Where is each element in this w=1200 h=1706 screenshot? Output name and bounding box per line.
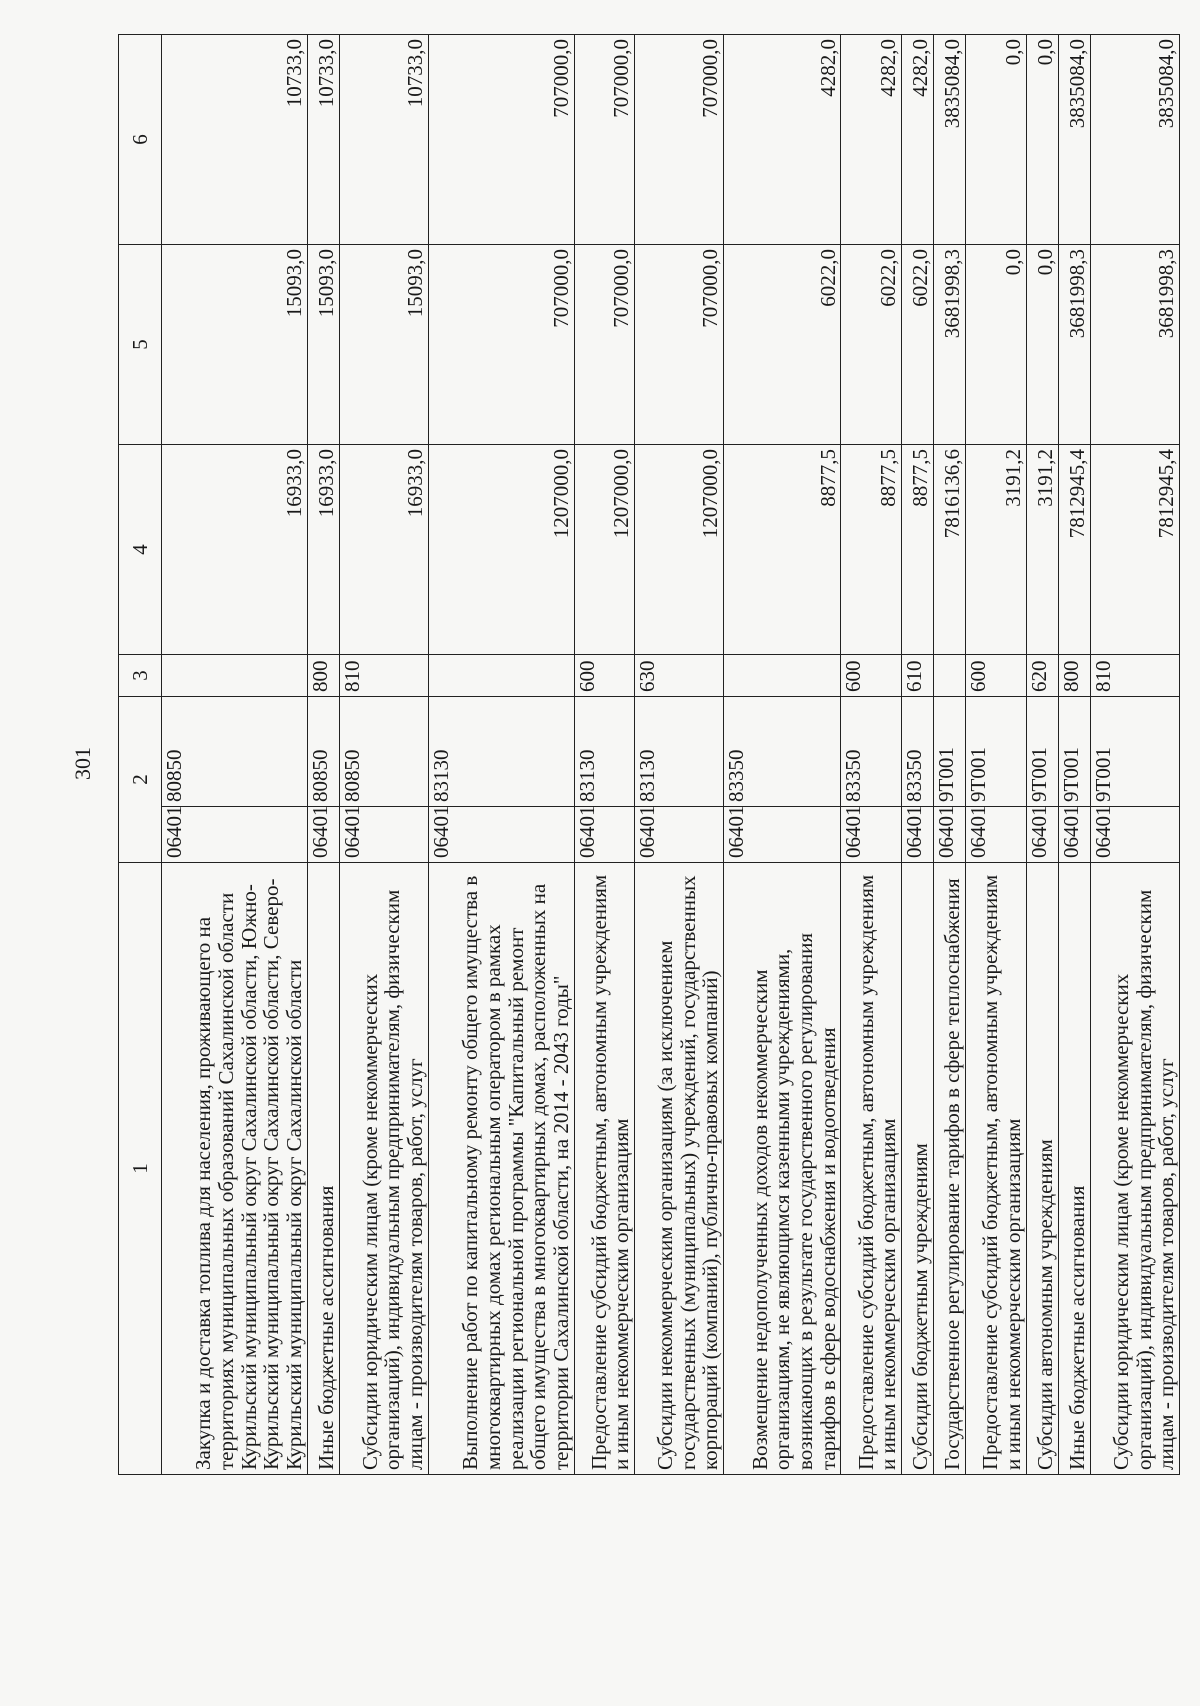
table-row bbox=[339, 35, 428, 1475]
row-name-cell: Предоставление субсидий бюджетным, автономным учреждениям и иным некоммерческим организациям bbox=[841, 863, 902, 1475]
row-value-5-cell: 15093,0 bbox=[307, 245, 339, 445]
row-name-cell: Закупка и доставка топлива для населения, проживающего на территориях муниципальных образований Сахалинской области Курильский муниципальный округ Сахалинской области, Южно-Курильский муниципальный округ Сахалинской области, Северо-Курильский муниципальный округ Сахалинской области bbox=[162, 863, 308, 1475]
row-value-4-cell: 16933,0 bbox=[339, 445, 428, 655]
row-value-5-cell: 0,0 bbox=[966, 245, 1027, 445]
row-value-6-cell: 4282,0 bbox=[841, 35, 902, 245]
row-code-b-cell: 9T001 bbox=[1026, 697, 1058, 807]
row-value-5-cell: 3681998,3 bbox=[933, 245, 965, 445]
row-value-4-cell: 7812945,4 bbox=[1090, 445, 1179, 655]
row-value-5-cell: 0,0 bbox=[1026, 245, 1058, 445]
row-kvr-cell: 620 bbox=[1026, 655, 1058, 697]
row-value-4-cell: 1207000,0 bbox=[574, 445, 635, 655]
header-row bbox=[119, 35, 162, 1475]
table-row bbox=[933, 35, 965, 1475]
row-value-4-cell: 7812945,4 bbox=[1058, 445, 1090, 655]
row-code-a-cell: 06401 bbox=[162, 807, 308, 863]
row-value-4-cell: 8877,5 bbox=[901, 445, 933, 655]
row-kvr-cell: 600 bbox=[574, 655, 635, 697]
table-row bbox=[1026, 35, 1058, 1475]
row-code-b-cell: 83350 bbox=[901, 697, 933, 807]
table-row bbox=[428, 35, 574, 1475]
row-value-4-cell: 16933,0 bbox=[307, 445, 339, 655]
row-code-a-cell: 06401 bbox=[841, 807, 902, 863]
row-code-b-cell: 83350 bbox=[841, 697, 902, 807]
table-row bbox=[574, 35, 635, 1475]
row-code-a-cell: 06401 bbox=[723, 807, 840, 863]
row-name-cell: Предоставление субсидий бюджетным, автономным учреждениям и иным некоммерческим организациям bbox=[574, 863, 635, 1475]
row-value-6-cell: 10733,0 bbox=[162, 35, 308, 245]
row-name-cell: Возмещение недополученных доходов некоммерческим организациям, не являющимся казенными учреждениями, возникающих в результате государственного регулирования тарифов в сфере водоснабжения и водоотведения bbox=[723, 863, 840, 1475]
table-row bbox=[307, 35, 339, 1475]
table-row bbox=[966, 35, 1027, 1475]
rotated-table-container bbox=[118, 35, 1180, 1475]
row-value-4-cell: 16933,0 bbox=[162, 445, 308, 655]
row-value-6-cell: 3835084,0 bbox=[1090, 35, 1179, 245]
row-code-b-cell: 80850 bbox=[307, 697, 339, 807]
row-code-a-cell: 06401 bbox=[574, 807, 635, 863]
row-name-cell: Субсидии автономным учреждениям bbox=[1026, 863, 1058, 1475]
budget-table bbox=[118, 34, 1180, 1475]
row-value-6-cell: 3835084,0 bbox=[1058, 35, 1090, 245]
row-code-a-cell: 06401 bbox=[1026, 807, 1058, 863]
row-value-5-cell: 15093,0 bbox=[162, 245, 308, 445]
header-col-1: 1 bbox=[119, 863, 162, 1475]
row-kvr-cell: 810 bbox=[339, 655, 428, 697]
row-kvr-cell: 800 bbox=[307, 655, 339, 697]
row-value-4-cell: 1207000,0 bbox=[428, 445, 574, 655]
row-value-5-cell: 6022,0 bbox=[723, 245, 840, 445]
row-kvr-cell: 810 bbox=[1090, 655, 1179, 697]
table-row bbox=[723, 35, 840, 1475]
row-name-cell: Субсидии юридическим лицам (кроме некоммерческих организаций), индивидуальным предпринимателям, физическим лицам - производителям товаров, работ, услуг bbox=[339, 863, 428, 1475]
row-value-6-cell: 4282,0 bbox=[901, 35, 933, 245]
row-kvr-cell bbox=[933, 655, 965, 697]
header-col-5: 5 bbox=[119, 245, 162, 445]
row-code-b-cell: 9T001 bbox=[933, 697, 965, 807]
row-kvr-cell bbox=[162, 655, 308, 697]
row-name-cell: Субсидии некоммерческим организациям (за исключением государственных (муниципальных) учреждений, государственных корпораций (компаний), публично-правовых компаний) bbox=[635, 863, 724, 1475]
row-value-6-cell: 3835084,0 bbox=[933, 35, 965, 245]
row-value-6-cell: 0,0 bbox=[1026, 35, 1058, 245]
row-kvr-cell bbox=[428, 655, 574, 697]
row-kvr-cell: 600 bbox=[966, 655, 1027, 697]
row-value-4-cell: 3191,2 bbox=[1026, 445, 1058, 655]
row-code-b-cell: 83130 bbox=[574, 697, 635, 807]
row-code-b-cell: 80850 bbox=[339, 697, 428, 807]
row-value-4-cell: 8877,5 bbox=[841, 445, 902, 655]
table-row bbox=[1090, 35, 1179, 1475]
row-value-5-cell: 707000,0 bbox=[428, 245, 574, 445]
row-code-a-cell: 06401 bbox=[307, 807, 339, 863]
row-code-a-cell: 06401 bbox=[1058, 807, 1090, 863]
header-col-3: 3 bbox=[119, 655, 162, 697]
row-code-a-cell: 06401 bbox=[933, 807, 965, 863]
table-row bbox=[1058, 35, 1090, 1475]
row-kvr-cell: 600 bbox=[841, 655, 902, 697]
row-code-b-cell: 83130 bbox=[428, 697, 574, 807]
header-col-4: 4 bbox=[119, 445, 162, 655]
row-value-4-cell: 7816136,6 bbox=[933, 445, 965, 655]
page-number: 301 bbox=[70, 747, 95, 780]
row-name-cell: Иные бюджетные ассигнования bbox=[307, 863, 339, 1475]
row-value-5-cell: 15093,0 bbox=[339, 245, 428, 445]
row-value-6-cell: 707000,0 bbox=[635, 35, 724, 245]
row-value-6-cell: 10733,0 bbox=[307, 35, 339, 245]
row-value-5-cell: 6022,0 bbox=[901, 245, 933, 445]
row-code-b-cell: 83350 bbox=[723, 697, 840, 807]
row-value-6-cell: 0,0 bbox=[966, 35, 1027, 245]
row-code-b-cell: 80850 bbox=[162, 697, 308, 807]
row-value-6-cell: 707000,0 bbox=[428, 35, 574, 245]
row-code-a-cell: 06401 bbox=[428, 807, 574, 863]
row-value-6-cell: 10733,0 bbox=[339, 35, 428, 245]
row-kvr-cell: 630 bbox=[635, 655, 724, 697]
row-code-b-cell: 9T001 bbox=[1090, 697, 1179, 807]
row-name-cell: Выполнение работ по капитальному ремонту общего имущества в многоквартирных домах региональным оператором в рамках реализации региональной программы "Капитальный ремонт общего имущества в многоквартирных домах, расположенных на территории Сахалинской области, на 2014 - 2043 годы" bbox=[428, 863, 574, 1475]
row-kvr-cell: 610 bbox=[901, 655, 933, 697]
row-code-a-cell: 06401 bbox=[966, 807, 1027, 863]
row-code-a-cell: 06401 bbox=[339, 807, 428, 863]
row-value-5-cell: 3681998,3 bbox=[1090, 245, 1179, 445]
row-name-cell: Иные бюджетные ассигнования bbox=[1058, 863, 1090, 1475]
row-value-5-cell: 707000,0 bbox=[635, 245, 724, 445]
row-kvr-cell bbox=[723, 655, 840, 697]
row-code-a-cell: 06401 bbox=[635, 807, 724, 863]
row-code-a-cell: 06401 bbox=[901, 807, 933, 863]
row-value-4-cell: 3191,2 bbox=[966, 445, 1027, 655]
row-value-4-cell: 1207000,0 bbox=[635, 445, 724, 655]
row-value-6-cell: 707000,0 bbox=[574, 35, 635, 245]
table-row bbox=[162, 35, 308, 1475]
row-value-5-cell: 6022,0 bbox=[841, 245, 902, 445]
table-row bbox=[635, 35, 724, 1475]
row-value-4-cell: 8877,5 bbox=[723, 445, 840, 655]
header-col-2: 2 bbox=[119, 697, 162, 863]
row-name-cell: Субсидии бюджетным учреждениям bbox=[901, 863, 933, 1475]
row-code-b-cell: 9T001 bbox=[1058, 697, 1090, 807]
row-code-b-cell: 9T001 bbox=[966, 697, 1027, 807]
row-code-a-cell: 06401 bbox=[1090, 807, 1179, 863]
row-kvr-cell: 800 bbox=[1058, 655, 1090, 697]
table-row bbox=[901, 35, 933, 1475]
header-col-6: 6 bbox=[119, 35, 162, 245]
row-name-cell: Предоставление субсидий бюджетным, автономным учреждениям и иным некоммерческим организациям bbox=[966, 863, 1027, 1475]
row-value-5-cell: 3681998,3 bbox=[1058, 245, 1090, 445]
row-code-b-cell: 83130 bbox=[635, 697, 724, 807]
row-name-cell: Государственное регулирование тарифов в сфере теплоснабжения bbox=[933, 863, 965, 1475]
table-row bbox=[841, 35, 902, 1475]
row-name-cell: Субсидии юридическим лицам (кроме некоммерческих организаций), индивидуальным предпринимателям, физическим лицам - производителям товаров, работ, услуг bbox=[1090, 863, 1179, 1475]
row-value-5-cell: 707000,0 bbox=[574, 245, 635, 445]
row-value-6-cell: 4282,0 bbox=[723, 35, 840, 245]
